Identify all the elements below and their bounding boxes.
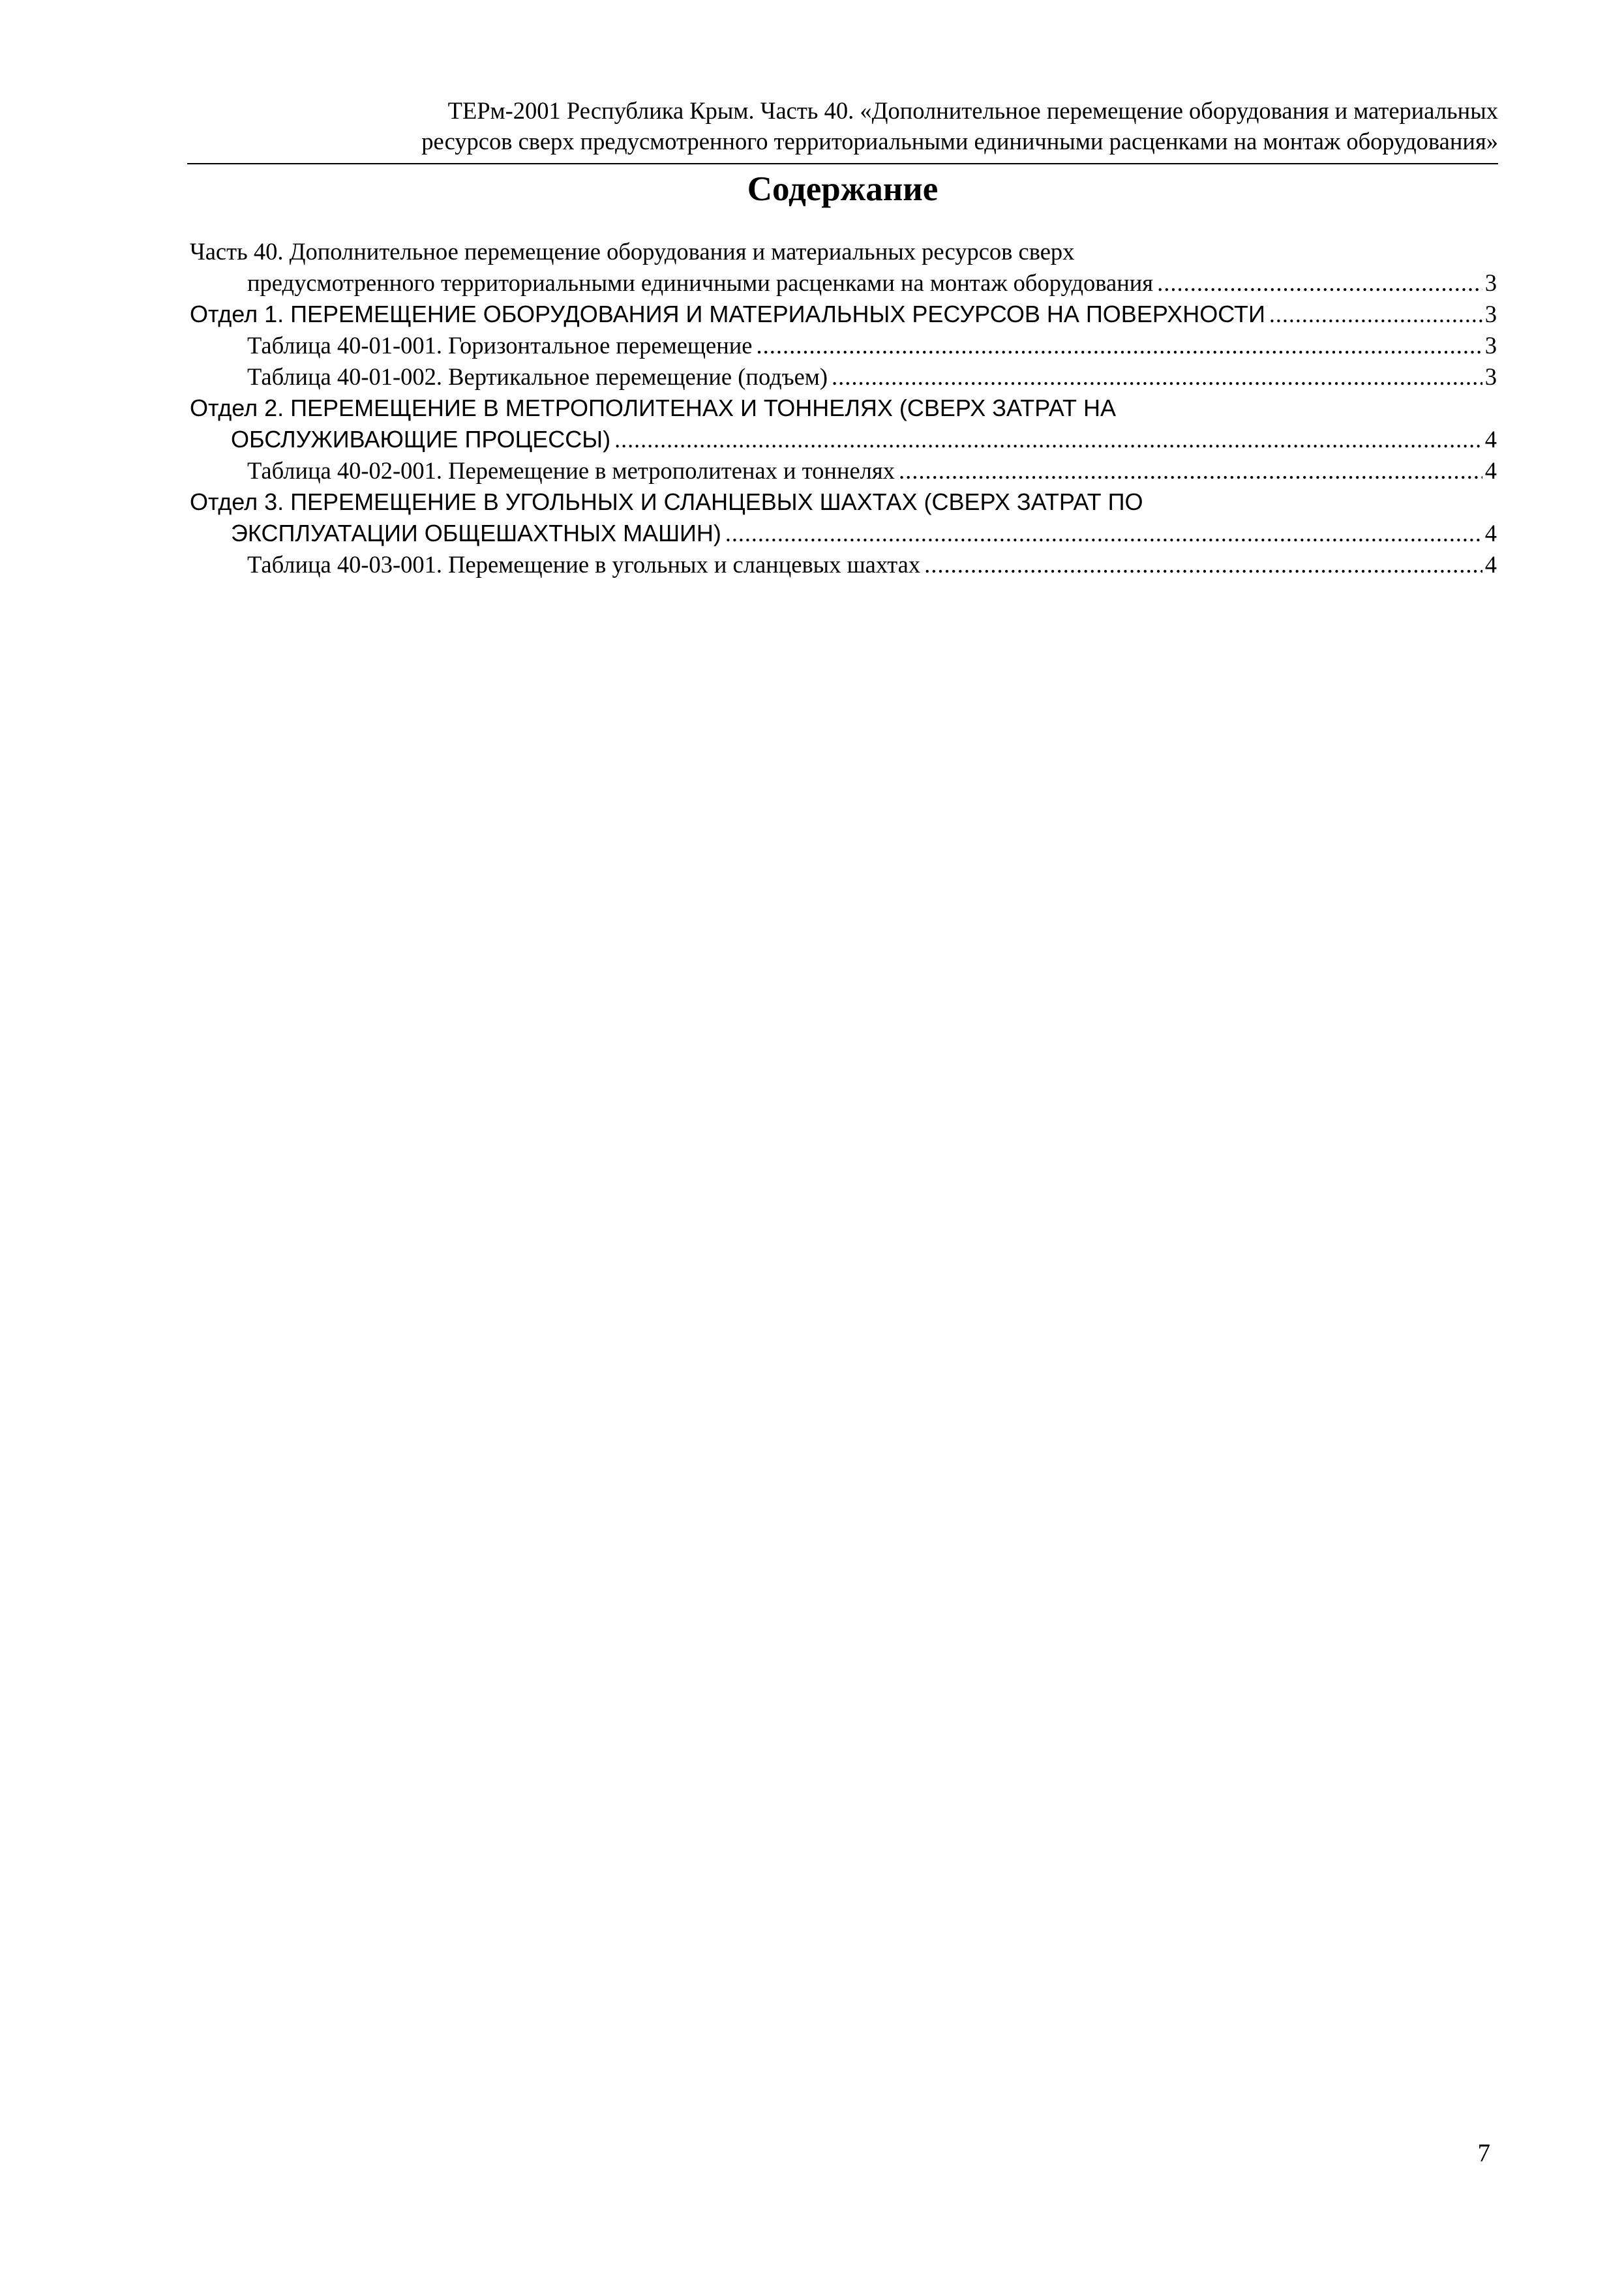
- toc-entry-text-line-1: Часть 40. Дополнительное перемещение оборудования и материальных ресурсов сверх: [190, 238, 1075, 265]
- toc-page-number: 4: [1484, 520, 1497, 546]
- toc-entry-table-40-02-001[interactable]: [190, 455, 1497, 486]
- dot-leader: [614, 424, 1482, 455]
- toc-entry-text: Таблица 40-01-001. Горизонтальное перемещение: [247, 332, 753, 359]
- toc-entry-text-line-1: Отдел 2. ПЕРЕМЕЩЕНИЕ В МЕТРОПОЛИТЕНАХ И ТОННЕЛЯХ (СВЕРХ ЗАТРАТ НА: [190, 395, 1116, 421]
- toc-entry-text-line-2: ОБСЛУЖИВАЮЩИЕ ПРОЦЕССЫ): [231, 426, 611, 453]
- dot-leader: [924, 549, 1482, 580]
- toc-entry-text: Отдел 1. ПЕРЕМЕЩЕНИЕ ОБОРУДОВАНИЯ И МАТЕРИАЛЬНЫХ РЕСУРСОВ НА ПОВЕРХНОСТИ: [190, 301, 1265, 327]
- toc-entry-table-40-01-001[interactable]: [190, 330, 1497, 361]
- dot-leader: [1157, 267, 1482, 299]
- dot-leader: [832, 361, 1482, 393]
- toc-entry-text-line-2: ЭКСПЛУАТАЦИИ ОБЩЕШАХТНЫХ МАШИН): [231, 520, 721, 546]
- toc-entry-text: Таблица 40-03-001. Перемещение в угольных и сланцевых шахтах: [247, 551, 921, 578]
- toc-entry-part-40[interactable]: [190, 236, 1497, 299]
- toc-page-number: 3: [1484, 332, 1497, 359]
- dot-leader: [1269, 299, 1482, 330]
- dot-leader: [899, 455, 1482, 486]
- table-of-contents: [190, 236, 1497, 580]
- toc-page-number: 3: [1484, 269, 1497, 296]
- page-number: 7: [1477, 2139, 1490, 2167]
- toc-title: Содержание: [747, 170, 939, 208]
- running-header: [187, 95, 1498, 157]
- running-header-line-2: ресурсов сверх предусмотренного территориальными единичными расценками на монтаж оборудования»: [421, 128, 1498, 155]
- toc-entry-text-line-1: Отдел 3. ПЕРЕМЕЩЕНИЕ В УГОЛЬНЫХ И СЛАНЦЕВЫХ ШАХТАХ (СВЕРХ ЗАТРАТ ПО: [190, 488, 1143, 515]
- toc-page-number: 4: [1484, 551, 1497, 578]
- toc-page-number: 4: [1484, 426, 1497, 453]
- toc-page-number: 3: [1484, 363, 1497, 390]
- toc-entry-text: Таблица 40-02-001. Перемещение в метрополитенах и тоннелях: [247, 457, 895, 484]
- toc-entry-text-line-2: предусмотренного территориальными единичными расценками на монтаж оборудования: [247, 269, 1154, 296]
- toc-entry-table-40-01-002[interactable]: [190, 361, 1497, 393]
- dot-leader: [756, 330, 1482, 361]
- dot-leader: [725, 518, 1482, 549]
- toc-page-number: 4: [1484, 457, 1497, 484]
- header-divider: [187, 163, 1498, 164]
- toc-entry-section-3[interactable]: [190, 486, 1497, 549]
- toc-entry-section-2[interactable]: [190, 393, 1497, 455]
- toc-entry-text: Таблица 40-01-002. Вертикальное перемещение (подъем): [247, 363, 828, 390]
- toc-entry-table-40-03-001[interactable]: [190, 549, 1497, 580]
- running-header-line-1: ТЕРм-2001 Республика Крым. Часть 40. «Дополнительное перемещение оборудования и материальных: [447, 97, 1498, 124]
- toc-entry-section-1[interactable]: [190, 299, 1497, 330]
- toc-page-number: 3: [1484, 301, 1497, 327]
